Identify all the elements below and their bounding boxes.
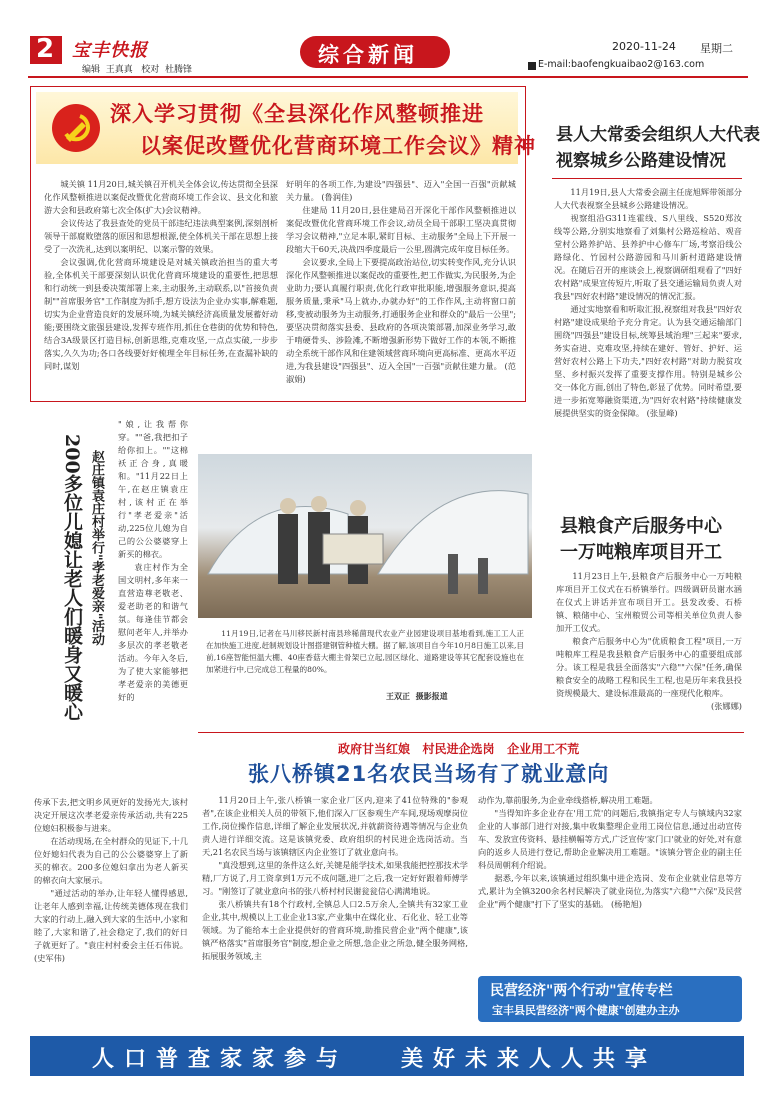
article3-subtitle: 赵庄镇袁庄村举行"孝老爱亲"活动: [89, 450, 104, 646]
paragraph: 张八桥镇共有18个行政村,全镇总人口2.5万余人,全镇共有32家工业企业,其中,规模以上工业企业13家,产业集中在煤化业、石化业、轻工业等领域。为了能给本土企业提供好的营商环境,助推民营企业"两个健康",该镇严格落实"首席服务官"制度,想企业之所想,急企业之所急,健全服务网格,拓展服务领域,主: [202, 899, 468, 961]
paragraph: 在活动现场,在全村群众的见证下,十几位好媳妇代表为自己的公公婆婆穿上了新买的棉衣。200多位媳妇拿出为老人新买的棉衣向大家展示。: [34, 836, 188, 885]
paragraph: 11月23日上午,县粮食产后服务中心一万吨粮库项目开工仪式在石桥镇举行。四级调研员谢水涵在仪式上讲话并宣布项目开工。县发改委、石桥镇、粮储中心、宝州粮贸公司等相关单位负责人参加开工仪式。: [556, 571, 742, 633]
paragraph: 据悉,今年以来,该镇通过组织集中进企选岗、发布企业就业信息等方式,累计为全镇3200余名村民解决了就业岗位,为落实"六稳""六保"及民营企业"两个健康"打下了坚实的基础。 (杨艳旭): [478, 873, 742, 909]
article2-title-line2: 视察城乡公路建设情况: [556, 151, 726, 171]
paragraph: "当得知许多企业存在'用工荒'的问题后,我镇指定专人与镇域内32家企业的人事部门进行对接,集中收集整理企业用工岗位信息,通过出动宣传车、发放宣传资料、悬挂横幅等方式,广泛宣传'家门口'就业的好处,对有意向的返乡人员进行登记,帮助企业解决用工难题。"该镇分管企业的副主任科员周朝利介绍说。: [478, 808, 742, 870]
editor-line: 编辑 王真真 校对 杜腾锋: [82, 65, 193, 75]
article5-col2: [478, 794, 742, 911]
issue-date: 2020-11-24: [612, 40, 676, 53]
header-rule: [28, 76, 748, 78]
divider: [198, 732, 744, 733]
paragraph: "通过活动的举办,让年轻人懂得感恩,让老年人感到幸福,让传统美德体现在我们大家的行动上,融入到大家的生活中,小家和睦了,大家和谐了,社会稳定了,我们的好日子就更好了。"袁庄村村委会主任石伟说。 (史军伟): [34, 888, 188, 963]
photo-caption: 11月19日,记者在马川移民新村南县珍稀菌现代农业产业园建设项目基地看到,施工工人正在加快施工进度,赶制规划设计图搭建钢管种植大棚。据了解,该项目自今年10月8日施工以来,目前,16座智能恒温大棚、40座香菇大棚主骨架已立起,园区绿化、道路建设等其它配套设施也在加紧进行中,已完成总工程量的80%。: [206, 629, 524, 674]
paragraph: "娘,让我帮你穿。""爸,我把扣子给你扣上。""这棉袄正合身,真暖和。"11月22日上午,在赵庄镇袁庄村,该村正在举行"孝老爱亲"活动,225位儿媳为自己的公公婆婆穿上新买的棉衣。: [118, 419, 188, 559]
article3-wide: [34, 796, 188, 965]
article4-body: [556, 570, 742, 713]
paragraph: 11月20日上午,张八桥镇一家企业厂区内,迎来了41位特殊的"参观者",在该企业相关人员的带领下,他们深入厂区参观生产车间,现场观摩岗位工作,岗位操作信息,详细了解企业发展状况,并就薪资待遇等情况与企业负责人进行详细交流。这是该镇党委、政府组织的村民进企选岗活动。当天,21名农民当场与该镇辖区内企业签订了就业意向书。: [202, 795, 468, 857]
paragraph: 会议要求,全局上下要提高政治站位,切实转变作风,充分认识深化作风整顿推进以案促改的重要性,把工作做实,为民服务,为企业助力;要认真履行职责,优化行政审批职能,增强服务意识,提高服务质量,秉承"马上就办,办就办好"的工作作风,主动将窗口前移,变被动服务为主动服务,打通服务企业和群众的"最后一公里";要坚决贯彻落实县委、县政府的各项决策部署,加深业务学习,敢于啃硬骨头、涉险滩,不断增强新形势下做好工作的本领,不断推动全系统干部作风和住建领域营商环境向更高标准、更高水平迈进,为我县建设"四强县"、迈入全国"一百强"贡献住建力量。 (范淑娟): [286, 257, 516, 384]
email: E-mail:baofengkuaibao2@163.com: [538, 59, 705, 70]
paragraph: 袁庄村作为全国文明村,多年来一直营造尊老敬老、爱老助老的和谐气氛。每逢佳节都会慰问老年人,并举办多层次的孝老敬老活动。今年入冬后,为了使大家能够把孝老爱亲的美德更好的: [118, 562, 188, 702]
article5-title: 张八桥镇21名农民当场有了就业意向: [248, 762, 610, 786]
paragraph: 好明年的各项工作,为建设"四强县"、迈入"全国一百强"贡献城关力量。 (鲁润佳): [286, 179, 516, 202]
article2-body: [554, 186, 742, 420]
paragraph: 会议强调,优化营商环境建设是对城关镇政治担当的重大考验,全体机关干部要深刻认识优化营商环境建设的重要性,把思想和行动统一到县委决策部署上来,主动服务,主动联系,以"首接负责制""首席服务官"工作制度为抓手,想方设法为企业办实事,解难题,切实为企业营造良好的发展环境,为城关镇经济高质量发展蓄好动能;要围绕文旅强县建设,发挥专班作用,抓住仓巷街的优势和特色,结合3A级景区打造目标,创新思维,克难攻坚,一点点实破,一步步落实,久久为功;各口各线要好好梳理全年目标任务,在查漏补缺的同时,谋划: [44, 257, 278, 371]
article1-col2: [286, 178, 516, 386]
party-emblem-icon: [52, 104, 100, 152]
article5-col1: [202, 794, 468, 963]
paragraph: 住建局 11月20日,县住建局召开深化干部作风整顿推进以案促改暨优化营商环境工作会议,动员全局干部职工坚决真贯彻学习会议精神,"立足本职,紧盯目标、主动服务"全局上下开展一段缩大干60天,决战四季度最后一公里,圆满完成年度目标任务。: [286, 205, 516, 254]
byline: (张娜娜): [711, 701, 742, 711]
article3-narrow: [118, 418, 188, 704]
promo-line2: 宝丰县民营经济"两个健康"创建办主办: [492, 1004, 680, 1017]
section-title: 综合新闻: [318, 43, 418, 67]
footer-slogan: 人口普查家家参与 美好未来人人共享: [92, 1047, 657, 1072]
article3-title: 200多位儿媳让老人们暖身又暖心: [61, 434, 83, 721]
paragraph: 通过实地察看和听取汇报,视察组对我县"四好农村路"建设成果给予充分肯定。认为县交通运输部门围绕"四强县"建设目标,统筹县域治理"三起来"要求,务实奋进、克难攻坚,持续在建好、管好、护好、运营好农村公路上下功夫,"四好农村路"对助力脱贫攻坚、乡村振兴发挥了重要支撑作用。特别是城乡公交一体化方面,创出了特色,彰显了优势。同时希望,要进一步拓宽筹融资渠道,为"四好农村路"持续健康发展提供坚实的资金保障。 (张显峰): [554, 304, 742, 418]
article4-title-line1: 县粮食产后服务中心: [560, 516, 722, 537]
article1-title-line2: 以案促改暨优化营商环境工作会议》精神: [140, 134, 536, 158]
paragraph: 动作为,靠前服务,为企业牵线搭桥,解决用工难题。: [478, 795, 658, 805]
article2-title-line1: 县人大常委会组织人大代表: [556, 125, 760, 145]
paper-name: 宝丰快报: [72, 40, 148, 61]
construction-photo: [198, 454, 532, 618]
paragraph: 11月19日,县人大常委会副主任庞旭辉带领部分人大代表视察全县城乡公路建设情况。: [554, 187, 742, 210]
article5-kicker: 政府甘当红娘 村民进企选岗 企业用工不荒: [338, 742, 580, 756]
paragraph: 会议传达了我县查处的党员干部违纪违法典型案例,深刻剖析领导干部腐败堕落的原因和思想根源,使全体机关干部在思想上接受了一次洗礼,达到以案明纪、以案示警的效果。: [44, 218, 278, 254]
paragraph: 传承下去,把文明乡风更好的发扬光大,该村决定开展这次孝老爱亲传承活动,共有225位媳妇积极参与进来。: [34, 797, 188, 833]
email-box-icon: [528, 62, 536, 70]
paragraph: "真没想到,这里的条件这么好,关键是能学技术,如果我能把控那技术学精,厂方说了,月工资拿到1万元不成问题,进厂之后,我一定好好跟着师傅学习。"刚签订了就业意向书的张八桥村村民谢瓮瓮信心满满地说。: [202, 860, 468, 896]
article1-col1: [44, 178, 278, 373]
issue-weekday: 星期二: [700, 42, 733, 55]
paragraph: 视察组沿G311连霍线、S八里线、S520郑汝线等公路,分别实地察看了刘集村公路巡检站、观音堂村公路养护站、县养护中心修车厂场,考察沿线公路绿化、竹园村公路游园和马川新村道路建设情况。在随后召开的座谈会上,视察调研组观看了"四好农村路"成果宣传短片,听取了县交通运输局负责人对我县"四好农村路"建设情况的情况汇报。: [554, 213, 742, 301]
article4-title-line2: 一万吨粮库项目开工: [560, 542, 722, 563]
divider: [552, 178, 742, 179]
paragraph: 粮食产后服务中心为"优质粮食工程"项目,一万吨粮库工程是我县粮食产后服务中心的重要组成部分。该工程是我县全面落实"六稳""六保"任务,确保粮食安全的战略工程和民生工程,也是历年来我县投资规模最大、建设标准最高的一座现代化粮库。: [556, 636, 742, 698]
article1-title-line1: 深入学习贯彻《全县深化作风整顿推进: [110, 102, 484, 126]
page-number-text: 2: [36, 34, 55, 64]
promo-line1: 民营经济"两个行动"宣传专栏: [490, 983, 673, 999]
paragraph: 城关镇 11月20日,城关镇召开机关全体会议,传达贯彻全县深化作风整顿推进以案促改暨优化营商环境工作会议、县文化和旅游大会和县政府第七次全体(扩大)会议精神。: [44, 179, 278, 215]
photo-credit: 王双正 摄影报道: [386, 691, 448, 701]
